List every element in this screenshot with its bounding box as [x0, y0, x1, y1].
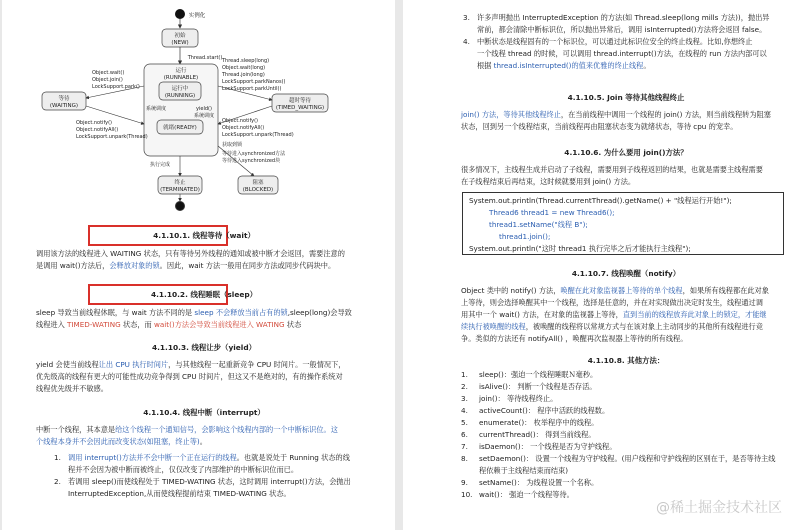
svg-text:执行完成: 执行完成	[150, 162, 171, 168]
svg-text:等待进入synchronized方法: 等待进入synchronized方法	[222, 151, 286, 157]
method-list-item: 3. join()： 等待线程终止。	[461, 394, 558, 403]
method-list-item: 程依赖于主线程结束而结束)	[479, 466, 569, 475]
para-interrupt: 中断一个线程，其本意是给这个线程一个通知信号，会影响这个线程内部的一个中断标识位。这 个线程本身并不会因此而改变状态(如阻塞，终止等)。	[36, 425, 338, 446]
method-list-item: 10. wait()： 强迫一个线程等待。	[461, 490, 574, 499]
para-join: join() 方法，等待其他线程终止，在当前线程中调用一个线程的 join() 方法，则当前线程转为阻塞 状态，回到另一个线程结束，当前线程再由阻塞状态变为就绪状态，等待 cpu 的宠幸。	[461, 110, 771, 131]
para-yield: yield 会使当前线程让出 CPU 执行时间片，与其他线程一起重新竞争 CPU 时间片。一般情况下， 优先级高的线程有更大的可能性成功竞争得到 CPU 时间片，但这又不是绝对的，有的操作系统对 线程优先级并不敏感。	[36, 360, 346, 393]
label-instantiate: 实例化	[188, 13, 206, 19]
method-list-item: 4. activeCount()： 程序中活跃的线程数。	[461, 406, 610, 415]
svg-text:LockSupport.parkUntil(): LockSupport.parkUntil()	[222, 86, 282, 92]
heading-notify: 4.1.10.7. 线程唤醒（notify）	[571, 269, 681, 278]
heading-yield: 4.1.10.3. 线程让步（yield）	[151, 343, 257, 352]
svg-text:运行: 运行	[175, 68, 187, 74]
svg-text:终止: 终止	[174, 180, 186, 186]
svg-text:Object.notifyAll(): Object.notifyAll()	[222, 125, 265, 131]
svg-text:Thread.sleep(long): Thread.sleep(long)	[222, 58, 270, 64]
heading-other-methods: 4.1.10.8. 其他方法：	[587, 356, 665, 365]
svg-text:Thread.start(): Thread.start()	[187, 55, 223, 61]
svg-text:(RUNNING): (RUNNING)	[164, 93, 196, 99]
svg-text:LockSupport.parkNanos(): LockSupport.parkNanos()	[222, 79, 286, 85]
method-list-item: 9. setName()： 为线程设置一个名称。	[461, 478, 599, 487]
svg-text:系统调度: 系统调度	[193, 113, 215, 119]
svg-text:Object.notify(): Object.notify()	[222, 118, 258, 124]
thread-state-diagram	[32, 6, 332, 211]
list-item: 1. 调用 interrupt()方法并不会中断一个正在运行的线程。也就是说处于 Running 状态的线 程并不会因为被中断而被终止，仅仅改变了内部维护的中断标识位而已。	[54, 453, 350, 474]
para-why-join: 很多情况下，主线程生成并启动了子线程，需要用到子线程返回的结果，也就是需要主线程需要 在子线程结束后再结束，这时候就要用到 join() 方法。	[461, 165, 763, 186]
svg-text:(WAITING): (WAITING)	[49, 103, 79, 109]
svg-text:Thread.join(long): Thread.join(long)	[222, 72, 265, 78]
methods-list	[461, 369, 791, 501]
method-list-item: 5. enumerate()： 枚举程序中的线程。	[461, 418, 599, 427]
start-node	[175, 9, 185, 19]
svg-text:就绪(READY): 就绪(READY)	[163, 125, 197, 131]
svg-text:Object.wait(long): Object.wait(long)	[222, 65, 266, 71]
heading-interrupt: 4.1.10.4. 线程中断（interrupt）	[143, 408, 265, 417]
svg-text:(RUNNABLE): (RUNNABLE)	[163, 75, 199, 81]
method-list-item: 8. setDaemon()： 设置一个线程为守护线程。(用户线程和守护线程的区别在于，是否等待主线	[461, 454, 776, 463]
svg-text:(BLOCKED): (BLOCKED)	[242, 187, 274, 193]
svg-text:LockSupport.unpark(Thread): LockSupport.unpark(Thread)	[222, 132, 294, 138]
svg-text:阻塞: 阻塞	[252, 180, 264, 186]
para-notify: Object 类中的 notify() 方法，唤醒在此对象监视器上等待的单个线程，如果所有线程都在此对象 上等待，则会选择唤醒其中一个线程，选择是任意的，并在对实现做出决定时发生，线程通过调 用其中一个 wait() 方法，在对象的监视器上等待，直到当前的线程放弃此对象上的锁定，才能继 续执行被唤醒的线程，被唤醒的线程将以常规方式与在该对象上主动同步的其他所有线程进行竞 争。类似的方法还有 notifyAll() ，唤醒再次监视器上等待的所有线程。	[461, 286, 769, 343]
method-list-item: 2. isAlive()： 判断一个线程是否存活。	[461, 382, 597, 391]
svg-text:等待: 等待	[58, 96, 70, 102]
heading-wait: 4.1.10.1. 线程等待（wait）	[153, 231, 255, 240]
svg-text:Object.notifyAll(): Object.notifyAll()	[76, 127, 119, 133]
heading-join: 4.1.10.5. Join 等待其他线程终止	[567, 93, 685, 102]
svg-text:LockSupport.unpark(Thread): LockSupport.unpark(Thread)	[76, 134, 148, 140]
svg-text:(TIMED_WAITING): (TIMED_WAITING)	[275, 105, 325, 111]
svg-text:初始: 初始	[174, 33, 186, 39]
svg-text:(TERMINATED): (TERMINATED)	[160, 187, 200, 193]
svg-text:Object.notify(): Object.notify()	[76, 120, 112, 126]
para-wait: 调用该方法的线程进入 WAITING 状态，只有等待另外线程的通知或被中断才会返回，需要注意的 是调用 wait()方法后，会释放对象的锁。因此，wait 方法一般用在同步方法或同步代码块中。	[36, 249, 345, 270]
svg-text:Object.join(): Object.join()	[92, 77, 123, 83]
end-node	[176, 202, 185, 211]
svg-text:等待进入synchronized块: 等待进入synchronized块	[222, 158, 281, 164]
list-item: 2. 若调用 sleep()而使线程处于 TIMED-WATING 状态，这时调用 interrupt()方法，会抛出 InterruptedException,从而使线程提前结束 TIMED-WATING 状态。	[54, 477, 351, 498]
method-list-item: 1. sleep()：强迫一个线程睡眠Ｎ毫秒。	[461, 370, 598, 379]
svg-text:(NEW): (NEW)	[171, 40, 189, 46]
method-list-item: 7. isDaemon()： 一个线程是否为守护线程。	[461, 442, 617, 451]
svg-text:获取到锁: 获取到锁	[222, 142, 243, 148]
para-sleep: sleep 导致当前线程休眠，与 wait 方法不同的是 sleep 不会释放当前占有的锁,sleep(long)会导致 线程进入 TIMED-WATING 状态，而 wait()方法会导致当前线程进入 WATING 状态	[36, 308, 352, 329]
svg-text:系统调度: 系统调度	[145, 106, 167, 112]
left-page	[2, 0, 395, 530]
watermark: @稀土掘金技术社区	[656, 500, 782, 516]
code-block: System.out.println(Thread.currentThread().getName() + "线程运行开始!"); Thread6 thread1 = new Thread6(); thread1.setName("线程 B"); thread1.join(); System.out.println("这时 thread1 执行完毕之后才能执行主线程");	[462, 192, 784, 255]
svg-text:Object.wait(): Object.wait()	[92, 70, 125, 76]
method-list-item: 6. currentThread()： 得到当前线程。	[461, 430, 596, 439]
list-item: 3. 许多声明抛出 InterruptedException 的方法(如 Thread.sleep(long mills 方法))，抛出异 常前，都会清除中断标识位，所以抛出异常后，调用 isInterrupted()方法将会返回 false。	[463, 13, 770, 34]
heading-why-join: 4.1.10.6. 为什么要用 join()方法？	[564, 148, 688, 157]
list-item: 4. 中断状态是线程固有的一个标识位，可以通过此标识位安全的终止线程。比如,你想终止 一个线程 thread 的时候，可以调用 thread.interrupt()方法，在线程的 run 方法内部可以 根据 thread.isInterrupted()的值来优雅的终止线程。	[463, 37, 767, 70]
svg-text:超时等待: 超时等待	[288, 98, 312, 104]
svg-text:LockSupport.park(): LockSupport.park()	[92, 84, 140, 90]
svg-text:yield(): yield()	[196, 106, 212, 112]
svg-text:运行中: 运行中	[171, 86, 189, 92]
heading-sleep: 4.1.10.2. 线程睡眠（sleep）	[150, 290, 258, 299]
